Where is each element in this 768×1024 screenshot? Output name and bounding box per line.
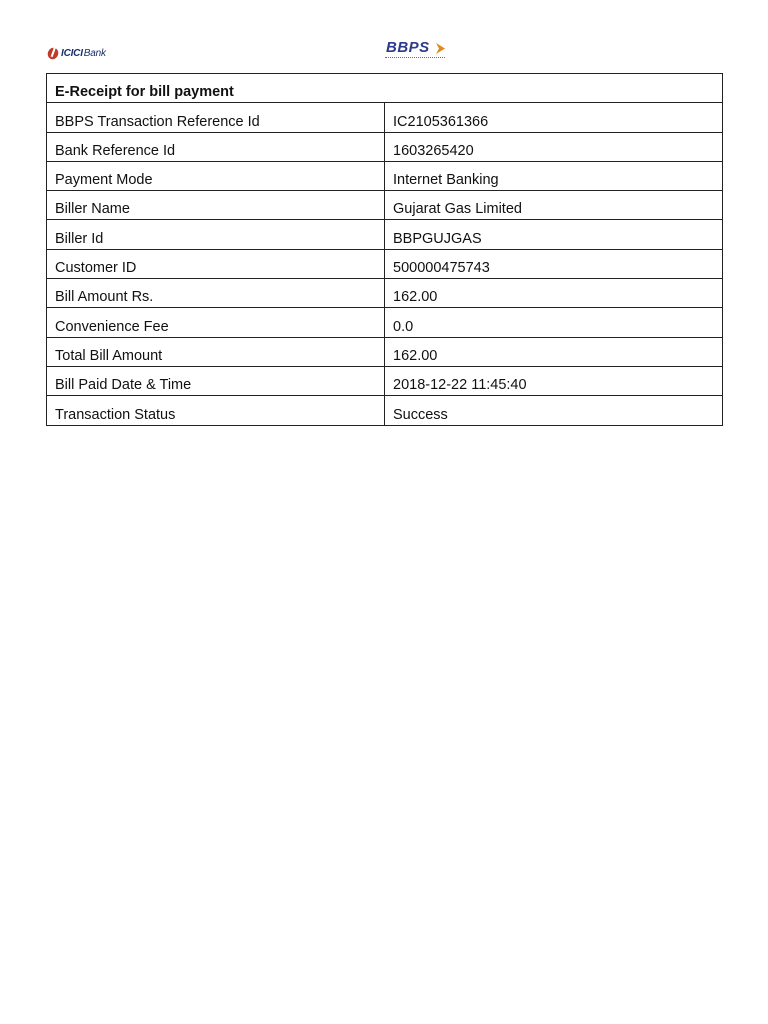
receipt-row-value: Success — [385, 396, 723, 425]
receipt-header — [0, 36, 768, 70]
receipt-row-value: BBPGUJGAS — [385, 220, 723, 249]
receipt-row-value: 0.0 — [385, 308, 723, 337]
icici-logo-subtext: Bank — [83, 47, 106, 59]
receipt-row-value: Internet Banking — [385, 161, 723, 190]
receipt-row-value: Gujarat Gas Limited — [385, 191, 723, 220]
receipt-row-label: Biller Name — [47, 191, 385, 220]
receipt-row — [47, 220, 723, 249]
receipt-row-value: 162.00 — [385, 279, 723, 308]
icici-mark-icon — [46, 46, 60, 60]
receipt-row — [47, 279, 723, 308]
receipt-row-label: Transaction Status — [47, 396, 385, 425]
receipt-row-value: 500000475743 — [385, 249, 723, 278]
receipt-row — [47, 191, 723, 220]
receipt-row — [47, 249, 723, 278]
receipt-row — [47, 103, 723, 132]
receipt-row-label: Bill Paid Date & Time — [47, 366, 385, 395]
receipt-row-label: Customer ID — [47, 249, 385, 278]
icici-logo-text: ICICIBank — [61, 47, 106, 59]
receipt-row-value: 1603265420 — [385, 132, 723, 161]
receipt-row — [47, 161, 723, 190]
receipt-row-label: BBPS Transaction Reference Id — [47, 103, 385, 132]
receipt-row — [47, 132, 723, 161]
receipt-row-label: Payment Mode — [47, 161, 385, 190]
bbps-tagline-mark — [385, 57, 445, 61]
receipt-row — [47, 308, 723, 337]
receipt-row-value: 162.00 — [385, 337, 723, 366]
receipt-row-label: Total Bill Amount — [47, 337, 385, 366]
receipt-title: E-Receipt for bill payment — [47, 74, 723, 103]
receipt-row-label: Convenience Fee — [47, 308, 385, 337]
receipt-row-label: Biller Id — [47, 220, 385, 249]
bbps-logo — [384, 40, 446, 66]
receipt-row — [47, 366, 723, 395]
receipt-row-value: IC2105361366 — [385, 103, 723, 132]
receipt-row-value: 2018-12-22 11:45:40 — [385, 366, 723, 395]
receipt-title-row — [47, 74, 723, 103]
receipt-table — [46, 73, 723, 426]
bbps-logo-text: BBPS — [386, 39, 430, 56]
receipt-row — [47, 337, 723, 366]
receipt-row-label: Bank Reference Id — [47, 132, 385, 161]
icici-bank-logo — [46, 45, 106, 61]
bbps-arrow-icon — [436, 43, 445, 54]
receipt-row-label: Bill Amount Rs. — [47, 279, 385, 308]
receipt-row — [47, 396, 723, 425]
